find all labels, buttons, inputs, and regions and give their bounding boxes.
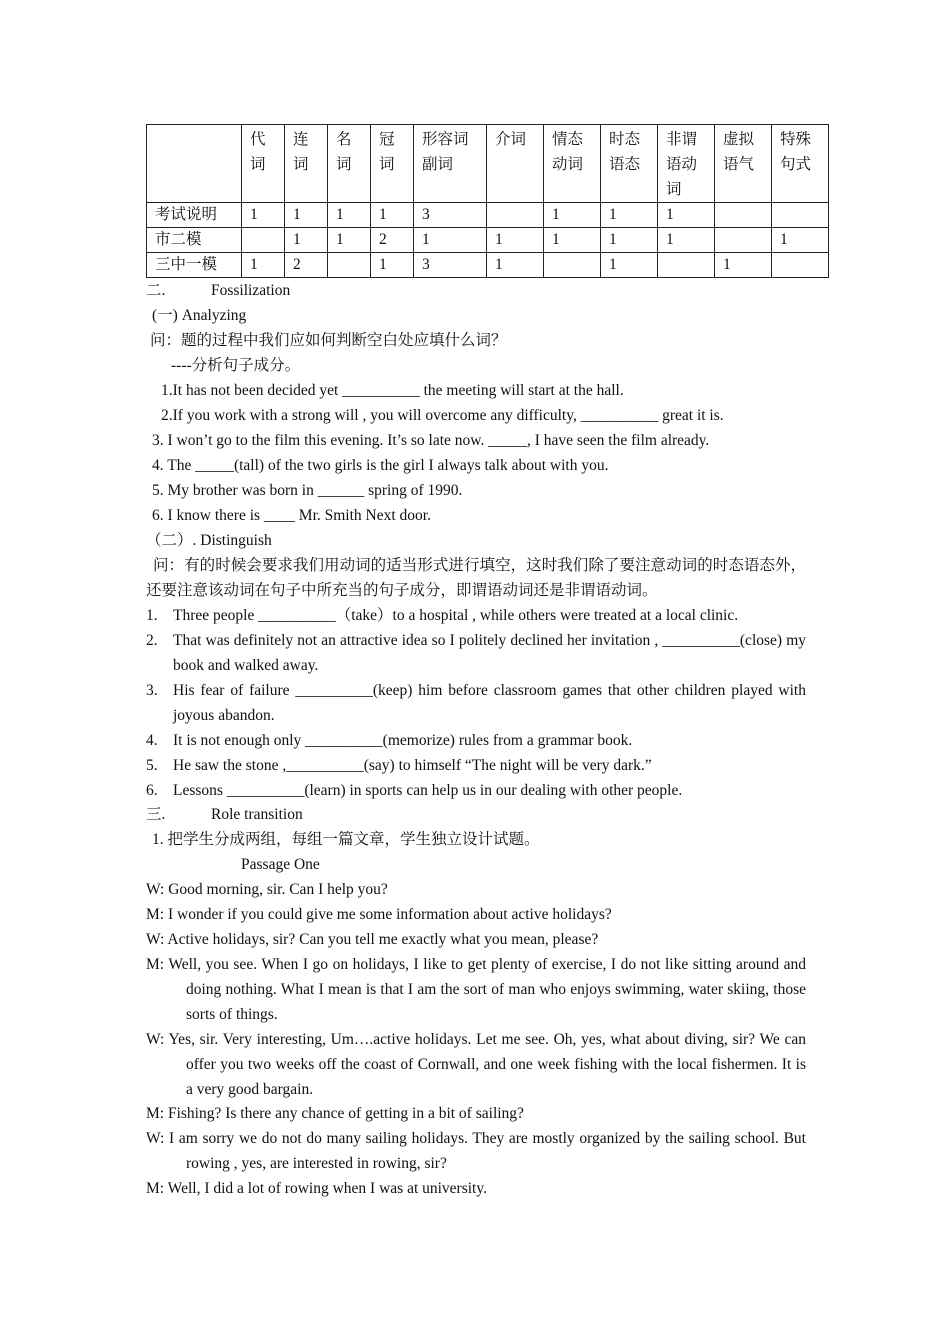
table-cell: 市二模 — [147, 228, 242, 253]
dialogue-line: M: Well, you see. When I go on holidays, I like to get plenty of exercise, I do not like sitting around and doing nothing. What I mean is that I am the sort of man who enjoys swimming, water skiing, those sorts of things. — [146, 956, 806, 1023]
table-cell: 1 — [487, 228, 544, 253]
table-cell — [658, 253, 715, 278]
table-cell — [487, 203, 544, 228]
header-cell: 介词 — [487, 125, 544, 203]
table-cell: 1 — [414, 228, 487, 253]
dialogue-line: W: Active holidays, sir? Can you tell me exactly what you mean, please? — [146, 931, 599, 948]
table-cell: 1 — [601, 253, 658, 278]
table-cell — [715, 228, 772, 253]
exercise-item: Three people __________（take）to a hospital , while others were treated at a local clinic. — [173, 607, 739, 624]
header-cell: 名 词 — [328, 125, 371, 203]
question-text: 问：题的过程中我们应如何判断空白处应填什么词？ — [150, 332, 507, 349]
table-cell — [772, 253, 829, 278]
table-cell — [772, 203, 829, 228]
passage-title: Passage One — [241, 856, 320, 873]
table-cell: 三中一模 — [147, 253, 242, 278]
subsection-analyzing: (一) Analyzing — [152, 307, 247, 324]
table-cell: 1 — [242, 203, 285, 228]
table-cell: 1 — [601, 228, 658, 253]
table-cell: 1 — [285, 228, 328, 253]
table-cell: 1 — [328, 203, 371, 228]
exercise-item: Lessons __________(learn) in sports can help us in our dealing with other people. — [173, 782, 683, 799]
exercise-item: 3. I won’t go to the film this evening. It’s so late now. _____, I have seen the film already. — [152, 432, 710, 449]
table-cell: 1 — [544, 203, 601, 228]
table-cell: 1 — [285, 203, 328, 228]
header-cell: 情态 动词 — [544, 125, 601, 203]
exercise-item: His fear of failure __________(keep) him before classroom games that other children played with joyous abandon. — [173, 682, 806, 724]
header-cell: 特殊 句式 — [772, 125, 829, 203]
section-2-marker: 二. — [146, 282, 166, 299]
answer-text: ----分析句子成分。 — [171, 357, 301, 374]
header-cell: 形容词 副词 — [414, 125, 487, 203]
table-cell — [242, 228, 285, 253]
table-row — [147, 253, 829, 278]
item-number: 2. — [146, 632, 158, 649]
header-cell: 时态 语态 — [601, 125, 658, 203]
item-number: 3. — [146, 682, 158, 699]
table-cell: 2 — [371, 228, 414, 253]
section-2-title: Fossilization — [211, 282, 291, 299]
exercise-item: 2.If you work with a strong will , you will overcome any difficulty, __________ great it is. — [161, 407, 724, 424]
dialogue-line: M: I wonder if you could give me some information about active holidays? — [146, 906, 612, 923]
table-cell: 1 — [715, 253, 772, 278]
table-cell: 1 — [371, 203, 414, 228]
exercise-item: 6. I know there is ____ Mr. Smith Next door. — [152, 507, 431, 524]
header-cell — [147, 125, 242, 203]
exercise-item: He saw the stone ,__________(say) to himself “The night will be very dark.” — [173, 757, 652, 774]
dialogue-line: W: I am sorry we do not do many sailing holidays. They are mostly organized by the sailing school. But rowing , yes, are interested in rowing, sir? — [146, 1130, 806, 1172]
table-cell: 1 — [328, 228, 371, 253]
exercise-item: 5. My brother was born in ______ spring of 1990. — [152, 482, 463, 499]
table-cell: 1 — [242, 253, 285, 278]
dialogue-line: M: Fishing? Is there any chance of getting in a bit of sailing? — [146, 1105, 524, 1122]
table-cell: 考试说明 — [147, 203, 242, 228]
header-cell: 冠 词 — [371, 125, 414, 203]
exercise-item: 1.It has not been decided yet __________ the meeting will start at the hall. — [161, 382, 624, 399]
table-cell: 1 — [487, 253, 544, 278]
table-cell: 1 — [772, 228, 829, 253]
dialogue-line: W: Good morning, sir. Can I help you? — [146, 881, 388, 898]
header-cell: 代 词 — [242, 125, 285, 203]
table-cell — [328, 253, 371, 278]
exercise-item: 4. The _____(tall) of the two girls is the girl I always talk about with you. — [152, 457, 609, 474]
exercise-item: It is not enough only __________(memorize) rules from a grammar book. — [173, 732, 633, 749]
table-cell: 1 — [544, 228, 601, 253]
section-3-marker: 三. — [146, 806, 166, 823]
table-cell: 3 — [414, 253, 487, 278]
instruction-text: 1. 把学生分成两组，每组一篇文章，学生独立设计试题。 — [152, 831, 540, 848]
dialogue-line: M: Well, I did a lot of rowing when I was at university. — [146, 1180, 487, 1197]
item-number: 6. — [146, 782, 158, 799]
statistics-table — [146, 124, 829, 278]
table-cell: 1 — [658, 203, 715, 228]
table-cell: 3 — [414, 203, 487, 228]
item-number: 5. — [146, 757, 158, 774]
table-cell — [544, 253, 601, 278]
table-row — [147, 228, 829, 253]
table-row — [147, 203, 829, 228]
header-cell: 虚拟 语气 — [715, 125, 772, 203]
table-cell: 1 — [371, 253, 414, 278]
table-cell — [715, 203, 772, 228]
header-cell: 连 词 — [285, 125, 328, 203]
section-3-title: Role transition — [211, 806, 303, 823]
question-paragraph: 问：有的时候会要求我们用动词的适当形式进行填空，这时我们除了要注意动词的时态语态外，还要注意该动词在句子中所充当的句子成分，即谓语动词还是非谓语动词。 — [146, 557, 806, 599]
item-number: 4. — [146, 732, 158, 749]
table-cell: 1 — [658, 228, 715, 253]
table-cell: 2 — [285, 253, 328, 278]
table-header-row — [147, 125, 829, 203]
table-cell: 1 — [601, 203, 658, 228]
header-cell: 非谓 语动 词 — [658, 125, 715, 203]
exercise-item: That was definitely not an attractive idea so I politely declined her invitation , __________(close) my book and walked away. — [173, 632, 806, 674]
item-number: 1. — [146, 607, 158, 624]
subsection-distinguish: （二）. Distinguish — [146, 532, 272, 549]
dialogue-line: W: Yes, sir. Very interesting, Um….active holidays. Let me see. Oh, yes, what about diving, sir? We can offer you two weeks off the coast of Cornwall, and one week fishing with the local fishermen. It is a very good bargain. — [146, 1031, 806, 1098]
